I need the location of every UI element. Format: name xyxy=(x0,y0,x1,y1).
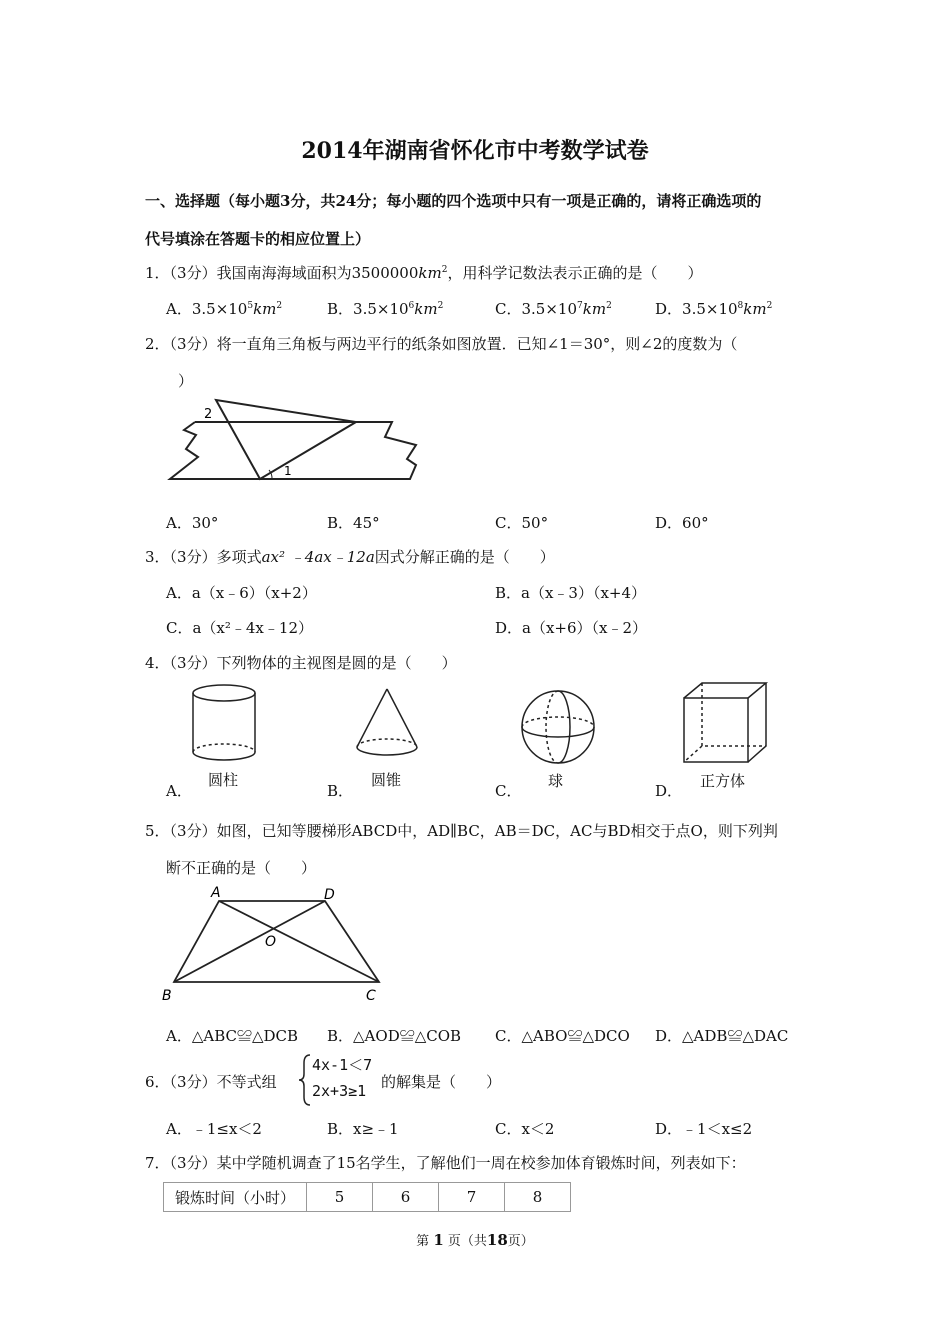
q2-option-b[interactable]: B．45° xyxy=(327,514,380,532)
q7-table-header: 锻炼时间（小时） xyxy=(164,1183,307,1212)
q4-number: 4．（3分） xyxy=(145,654,217,672)
q6-text-b: 的解集是（ ） xyxy=(381,1073,502,1091)
q2-option-a[interactable]: A．30° xyxy=(166,514,219,532)
q1-number: 1．（3分） xyxy=(145,264,217,282)
q2-number: 2．（3分） xyxy=(145,335,217,353)
q7-table-cell: 8 xyxy=(505,1183,571,1212)
q3-option-d[interactable]: D．a（x+6）（x﹣2） xyxy=(495,619,648,637)
q5-text: 如图，已知等腰梯形ABCD中，AD∥BC，AB＝DC，AC与BD相交于点O，则下列判 xyxy=(216,822,778,840)
q6-number: 6．（3分） xyxy=(145,1073,217,1091)
q3-option-b[interactable]: B．a（x﹣3）（x+4） xyxy=(495,584,647,602)
q6-inequality-1: 4x-1＜7 xyxy=(312,1056,373,1074)
q5-label-o: O xyxy=(265,934,277,950)
cone-icon xyxy=(350,685,425,765)
question-5 xyxy=(145,820,778,841)
q3-text-a: 多项式 xyxy=(216,548,262,566)
cylinder-icon xyxy=(185,680,265,765)
q3-polynomial: ax² ﹣4ax﹣12a xyxy=(261,548,375,566)
q2-angle-label-2: 2 xyxy=(204,407,213,422)
question-4 xyxy=(145,652,457,673)
q6-text-a: 不等式组 xyxy=(216,1073,277,1091)
cube-icon xyxy=(678,678,773,768)
q2-option-d[interactable]: D．60° xyxy=(655,514,709,532)
question-7 xyxy=(145,1152,746,1173)
q4-option-d[interactable]: D． xyxy=(655,782,683,800)
q4-caption-sphere: 球 xyxy=(548,772,564,790)
q5-option-c[interactable]: C．△ABO≌△DCO xyxy=(495,1027,630,1045)
q4-caption-cube: 正方体 xyxy=(700,772,746,790)
question-6 xyxy=(145,1071,277,1092)
q6-brace xyxy=(298,1053,312,1107)
q4-caption-cylinder: 圆柱 xyxy=(208,771,239,789)
q7-table-cell: 6 xyxy=(373,1183,439,1212)
q5-option-b[interactable]: B．△AOD≌△COB xyxy=(327,1027,462,1045)
q5-label-a: A xyxy=(211,885,221,901)
page-footer: 第 1 页（共18页） xyxy=(416,1231,534,1249)
q7-number: 7．（3分） xyxy=(145,1154,217,1172)
q7-table-cell: 7 xyxy=(439,1183,505,1212)
q5-diagonal-ac xyxy=(219,901,379,982)
question-3 xyxy=(145,546,555,567)
question-2 xyxy=(145,333,737,354)
q7-table xyxy=(163,1182,571,1212)
q6-option-d[interactable]: D．﹣1＜x≤2 xyxy=(655,1120,753,1138)
sphere-icon xyxy=(518,688,600,768)
q4-option-c[interactable]: C． xyxy=(495,782,522,800)
q4-option-b[interactable]: B． xyxy=(327,782,354,800)
q5-option-d[interactable]: D．△ADB≌△DAC xyxy=(655,1027,789,1045)
footer-page-number: 1 xyxy=(433,1231,444,1249)
q4-option-a[interactable]: A． xyxy=(166,782,192,800)
q4-text: 下列物体的主视图是圆的是（ ） xyxy=(216,654,457,672)
q2-angle-label-1: 1 xyxy=(284,464,292,478)
q6-option-c[interactable]: C．x＜2 xyxy=(495,1120,555,1138)
q3-number: 3．（3分） xyxy=(145,548,217,566)
q2-text: 将一直角三角板与两边平行的纸条如图放置．已知∠1＝30°，则∠2的度数为（ xyxy=(216,335,738,353)
q3-option-c[interactable]: C．a（x²﹣4x﹣12） xyxy=(166,619,313,637)
q1-text-a: 我国南海海域面积为3500000 xyxy=(216,264,419,282)
footer-total-pages: 18 xyxy=(486,1231,508,1249)
q5-text-2: 断不正确的是（ ） xyxy=(166,859,317,877)
q2-figure xyxy=(160,395,420,485)
q5-trapezoid-figure xyxy=(160,882,390,1007)
q1-option-d[interactable]: D．$3.5\times 10^8km^2$ xyxy=(655,300,773,318)
section-header-line1: 一、选择题（每小题3分，共24分；每小题的四个选项中只有一项是正确的，请将正确选项的 xyxy=(145,192,762,210)
q1-unit: km xyxy=(418,264,442,282)
q2-text-end: ） xyxy=(178,372,194,390)
table-row xyxy=(164,1183,571,1212)
q5-number: 5．（3分） xyxy=(145,822,217,840)
q6-option-b[interactable]: B．x≥﹣1 xyxy=(327,1120,399,1138)
q1-option-a[interactable]: A．$3.5\times 10^5km^2$ xyxy=(166,300,283,318)
q3-option-a[interactable]: A．a（x﹣6）（x+2） xyxy=(166,584,317,602)
q6-option-a[interactable]: A．﹣1≤x＜2 xyxy=(166,1120,262,1138)
q5-option-a[interactable]: A．△ABC≌△DCB xyxy=(166,1027,299,1045)
q2-option-c[interactable]: C．50° xyxy=(495,514,549,532)
q1-option-c[interactable]: C．$3.5\times 10^7km^2$ xyxy=(495,300,612,318)
q2-paper-strip xyxy=(170,422,416,479)
q1-text-b: ，用科学记数法表示正确的是（ ） xyxy=(447,264,703,282)
q1-option-b[interactable]: B．$3.5\times 10^6km^2$ xyxy=(327,300,444,318)
q7-table-cell: 5 xyxy=(307,1183,373,1212)
q4-caption-cone: 圆锥 xyxy=(371,771,402,789)
q5-label-b: B xyxy=(162,988,172,1004)
q5-trapezoid xyxy=(174,901,379,982)
q5-label-c: C xyxy=(366,988,376,1004)
q6-inequality-2: 2x+3≥1 xyxy=(312,1082,367,1100)
paper-title: 2014年湖南省怀化市中考数学试卷 xyxy=(301,138,649,164)
section-header-line2: 代号填涂在答题卡的相应位置上） xyxy=(145,230,371,248)
q3-text-b: 因式分解正确的是（ ） xyxy=(374,548,555,566)
q5-label-d: D xyxy=(324,887,335,903)
q7-text: 某中学随机调查了15名学生，了解他们一周在校参加体育锻炼时间，列表如下： xyxy=(216,1154,746,1172)
question-1: 1．（3分）我国南海海域面积为$3500000km^2$，用科学记数法表示正确的是（ ） xyxy=(145,264,703,282)
